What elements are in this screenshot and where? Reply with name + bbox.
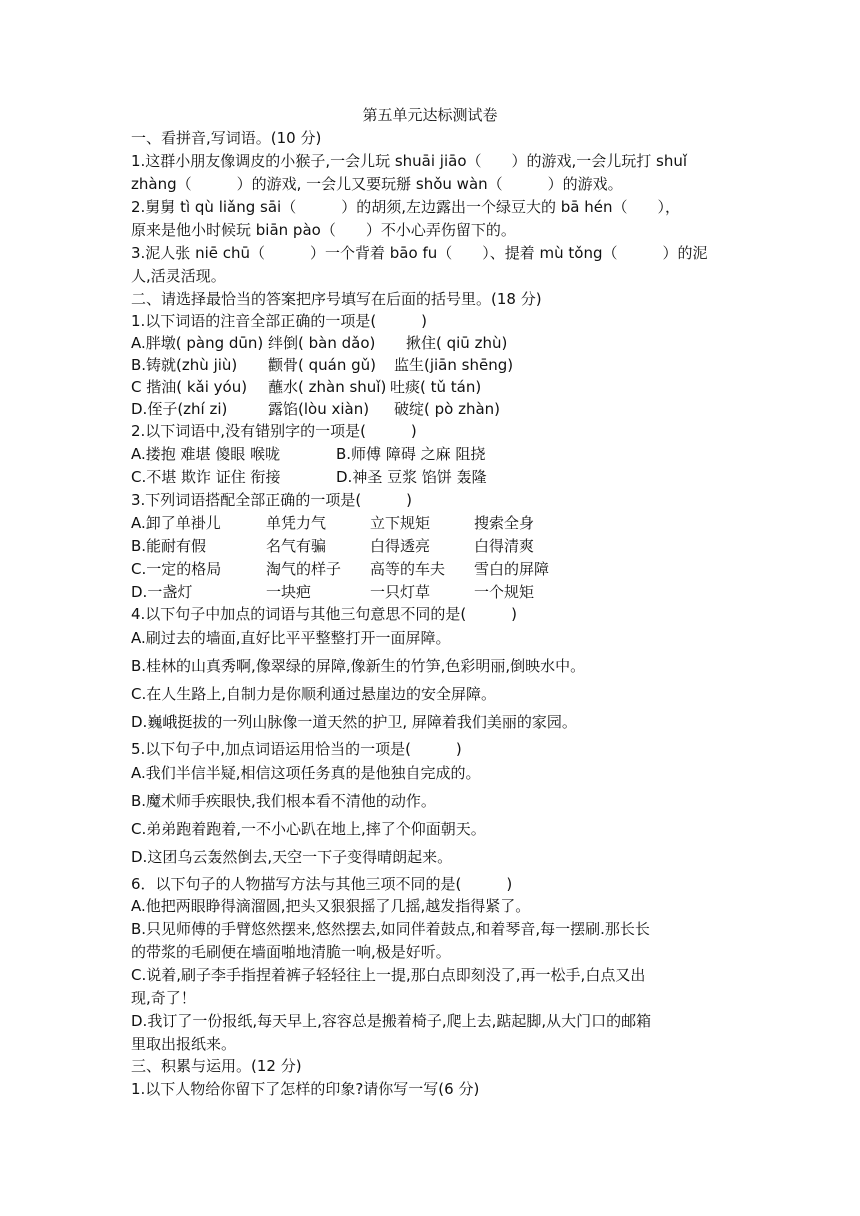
section2-heading: 二、请选择最恰当的答案把序号填写在后面的括号里。(18 分)	[131, 290, 542, 308]
q1-option-d-1: D.侄子(zhí zi)	[131, 400, 228, 418]
section1-heading: 一、看拼音,写词语。(10 分)	[131, 129, 322, 147]
section3-q1: 1.以下人物给你留下了怎样的印象?请你写一写(6 分)	[131, 1080, 480, 1098]
q3-option-d-2: 一块疤	[266, 583, 312, 601]
q2-option-c: C.不堪 欺诈 证住 衔接	[131, 468, 281, 486]
q6-line: 里取出报纸来。	[131, 1035, 237, 1053]
q3-option-c-4: 雪白的屏障	[474, 560, 550, 578]
q2-option-a: A.搂抱 难堪 傻眼 喉咙	[131, 445, 281, 463]
q2-option-b: B.师傅 障碍 之麻 阻挠	[336, 445, 486, 463]
q1-stem: 1.以下词语的注音全部正确的一项是( )	[131, 312, 428, 330]
q4-option-c: C.在人生路上,自制力是你顺利通过悬崖边的安全屏障。	[131, 685, 497, 703]
q2-stem: 2.以下词语中,没有错别字的一项是( )	[131, 422, 417, 440]
q3-option-d-4: 一个规矩	[474, 583, 535, 601]
q3-option-a-1: A.卸了单褂儿	[131, 514, 221, 532]
q3-option-b-4: 白得清爽	[474, 537, 535, 555]
q3-option-a-3: 立下规矩	[370, 514, 431, 532]
q1-option-b-3: 监生(jiān shēng)	[394, 356, 514, 374]
q1-option-c-2: 蘸水( zhàn shuǐ)	[268, 378, 387, 396]
q2-option-d: D.神圣 豆浆 馅饼 轰隆	[336, 468, 487, 486]
q3-option-d-3: 一只灯草	[370, 583, 431, 601]
section1-line: zhàng（ ）的游戏, 一会儿又要玩掰 shǒu wàn（ ）的游戏。	[131, 175, 623, 193]
q3-option-c-3: 高等的车夫	[370, 560, 446, 578]
section1-line: 3.泥人张 niē chū（ ）一个背着 bāo fu（ ）、提着 mù tǒng（ ）的泥	[131, 244, 708, 262]
q1-option-d-2: 露馅(lòu xiàn)	[268, 400, 370, 418]
q1-option-a-2: 绊倒( bàn dǎo)	[268, 334, 376, 352]
q1-option-a-3: 揪住( qiū zhù)	[406, 334, 508, 352]
q3-option-b-2: 名气有骗	[266, 537, 327, 555]
q4-stem: 4.以下句子中加点的词语与其他三句意思不同的是( )	[131, 605, 518, 623]
section1-line: 原来是他小时候玩 biān pào（ ）不小心弄伤留下的。	[131, 221, 516, 239]
q3-option-a-2: 单凭力气	[266, 514, 327, 532]
section1-line: 人,活灵活现。	[131, 267, 226, 285]
q3-option-c-2: 淘气的样子	[266, 560, 342, 578]
q1-option-b-2: 颧骨( quán gǔ)	[268, 356, 376, 374]
q6-line: C.说着,刷子李手指捏着裤子轻轻往上一提,那白点即刻没了,再一松手,白点又出	[131, 966, 646, 984]
q6-line: 现,奇了！	[131, 989, 196, 1007]
q3-option-c-1: C.一定的格局	[131, 560, 222, 578]
q6-line: B.只见师傅的手臂悠然摆来,悠然摆去,如同伴着鼓点,和着琴音,每一摆刷.那长长	[131, 920, 650, 938]
section1-line: 1.这群小朋友像调皮的小猴子,一会儿玩 shuāi jiāo（ ）的游戏,一会儿玩打 shuǐ	[131, 152, 688, 170]
q5-stem: 5.以下句子中,加点词语运用恰当的一项是( )	[131, 740, 462, 758]
q3-option-d-1: D.一盏灯	[131, 583, 193, 601]
page-title: 第五单元达标测试卷	[362, 106, 498, 124]
q1-option-b-1: B.铸就(zhù jiù)	[131, 356, 238, 374]
q1-option-a-1: A.胖墩( pàng dūn)	[131, 334, 264, 352]
q5-option-d: D.这团乌云轰然倒去,天空一下子变得晴朗起来。	[131, 848, 453, 866]
q6-line: D.我订了一份报纸,每天早上,容容总是搬着椅子,爬上去,踮起脚,从大门口的邮箱	[131, 1012, 652, 1030]
q5-option-b: B.魔术师手疾眼快,我们根本看不清他的动作。	[131, 792, 436, 810]
q3-stem: 3.下列词语搭配全部正确的一项是( )	[131, 491, 413, 509]
q6-line: 的带浆的毛刷便在墙面啪地清脆一响,极是好听。	[131, 943, 451, 961]
q3-option-a-4: 搜索全身	[474, 514, 535, 532]
q5-option-a: A.我们半信半疑,相信这项任务真的是他独自完成的。	[131, 764, 481, 782]
section3-heading: 三、积累与运用。(12 分)	[131, 1057, 302, 1075]
q5-option-c: C.弟弟跑着跑着,一不小心趴在地上,摔了个仰面朝天。	[131, 820, 486, 838]
q1-option-c-1: C 揩油( kǎi yóu)	[131, 378, 248, 396]
q6-stem: 6．以下句子的人物描写方法与其他三项不同的是( )	[131, 875, 513, 893]
q3-option-b-1: B.能耐有假	[131, 537, 207, 555]
section1-line: 2.舅舅 tì qù liǎng sāi（ ）的胡须,左边露出一个绿豆大的 bā hén（ ），	[131, 198, 680, 216]
q4-option-b: B.桂林的山真秀啊,像翠绿的屏障,像新生的竹笋,色彩明丽,倒映水中。	[131, 657, 586, 675]
q1-option-d-3: 破绽( pò zhàn)	[394, 400, 501, 418]
q4-option-a: A.刷过去的墙面,直好比平平整整打开一面屏障。	[131, 629, 451, 647]
q3-option-b-3: 白得透亮	[370, 537, 431, 555]
q6-line: A.他把两眼睁得滴溜圆,把头又狠狠摇了几摇,越发指得紧了。	[131, 897, 531, 915]
q4-option-d: D.巍峨挺拔的一列山脉像一道天然的护卫, 屏障着我们美丽的家园。	[131, 713, 577, 731]
q1-option-c-3: 吐痰( tǔ tán)	[390, 378, 482, 396]
